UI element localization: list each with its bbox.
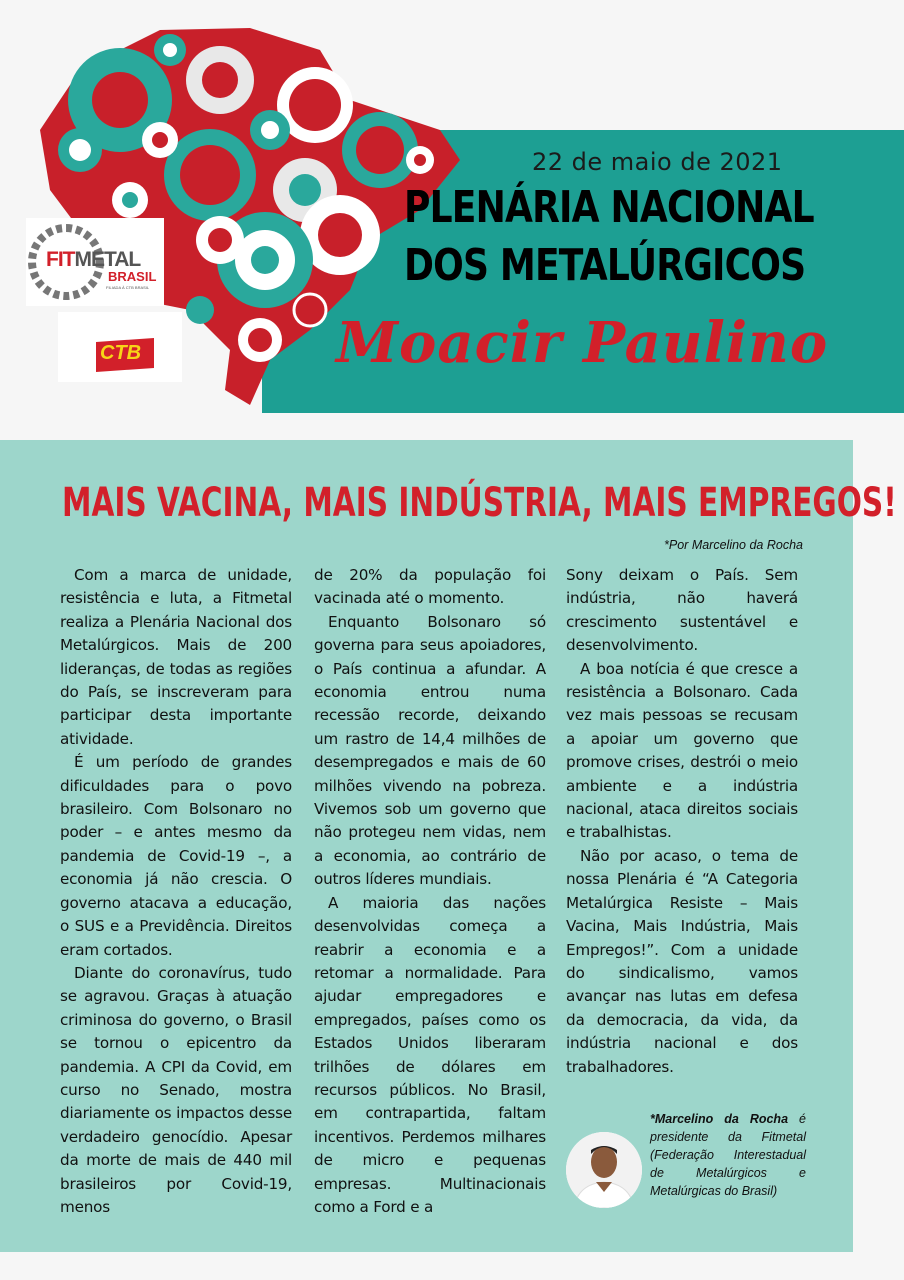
fitmetal-tagline: FILIADA À CTB BRASIL — [106, 285, 150, 290]
header — [0, 0, 904, 420]
article-column-3 — [566, 564, 798, 1079]
event-title-line2: DOS METALÚRGICOS — [404, 240, 806, 291]
paragraph: É um período de grandes dificuldades para o povo brasileiro. Com Bolsonaro no poder – e antes mesmo da pandemia de Covid-19 –, a economia já não crescia. O governo atacava a educação, o SUS e a Previdência. Direitos eram cortados. — [60, 753, 292, 959]
paragraph: Não por acaso, o tema de nossa Plenária é “A Categoria Metalúrgica Resiste – Mais Vacina, Mais Indústria, Mais Empregos!”. Com a unidade do sindicalismo, vamos avançar nas lutas em defesa da democracia, da vida, da indústria nacional e dos trabalhadores. — [566, 846, 798, 1076]
event-title-line1: PLENÁRIA NACIONAL — [404, 182, 814, 233]
article-column-1 — [60, 564, 292, 1219]
author-description: é presidente da Fitmetal (Federação Interestadual de Metalúrgicos e Metalúrgicas do Brasil) — [650, 1112, 806, 1198]
event-date: 22 de maio de 2021 — [532, 148, 783, 176]
author-note — [650, 1110, 806, 1200]
paragraph: Enquanto Bolsonaro só governa para seus apoiadores, o País continua a afundar. A economia entrou numa recessão recorde, deixando um rastro de 14,4 milhões de desempregados e mais de 60 milhões vivendo na pobreza. Vivemos sob um governo que não protegeu nem vidas, nem a economia, ao contrário de outros líderes mundiais. — [314, 612, 546, 889]
article-byline: *Por Marcelino da Rocha — [664, 538, 803, 552]
ctb-logo — [58, 312, 182, 382]
paragraph: Diante do coronavírus, tudo se agravou. Graças à atuação criminosa do governo, o Brasil se tornou o epicentro da pandemia. A CPI da Covid, em curso no Senado, mostra diariamente os impactos desse verdadeiro genocídio. Apesar da morte de mais de 440 mil brasileiros por Covid-19, menos — [60, 963, 292, 1216]
paragraph: Com a marca de unidade, resistência e luta, a Fitmetal realiza a Plenária Nacional dos Metalúrgicos. Mais de 200 lideranças, de todas as regiões do País, se inscreveram para participar desta importante atividade. — [60, 566, 292, 748]
paragraph: de 20% da população foi vacinada até o momento. — [314, 566, 546, 608]
ctb-wordmark: CTB — [100, 342, 142, 364]
paragraph: A maioria das nações desenvolvidas começa a reabrir a economia e a retomar a normalidade. Para ajudar empregadores e empregados, países como os Estados Unidos liberaram trilhões de dólares em recursos públicos. No Brasil, em contrapartida, faltam incentivos. Perdemos milhares de micro e pequenas empresas. Multinacionais como a Ford e a — [314, 893, 546, 1216]
author-name: *Marcelino da Rocha — [650, 1112, 789, 1126]
author-photo — [566, 1132, 642, 1208]
fitmetal-brasil: BRASIL — [108, 269, 157, 284]
article — [0, 440, 897, 1252]
paragraph: Sony deixam o País. Sem indústria, não haverá crescimento sustentável e desenvolvimento. — [566, 566, 798, 655]
fitmetal-logo — [26, 218, 164, 306]
fitmetal-wordmark: FITMETAL — [46, 248, 141, 271]
honoree-signature: Moacir Paulino — [336, 310, 829, 376]
article-headline: MAIS VACINA, MAIS INDÚSTRIA, MAIS EMPREGOS! — [62, 480, 897, 526]
article-column-2 — [314, 564, 546, 1219]
paragraph: A boa notícia é que cresce a resistência a Bolsonaro. Cada vez mais pessoas se recusam a apoiar um governo que promove crises, destrói o meio ambiente e a indústria nacional, ataca direitos sociais e trabalhistas. — [566, 659, 798, 842]
person-portrait-icon — [566, 1132, 642, 1208]
